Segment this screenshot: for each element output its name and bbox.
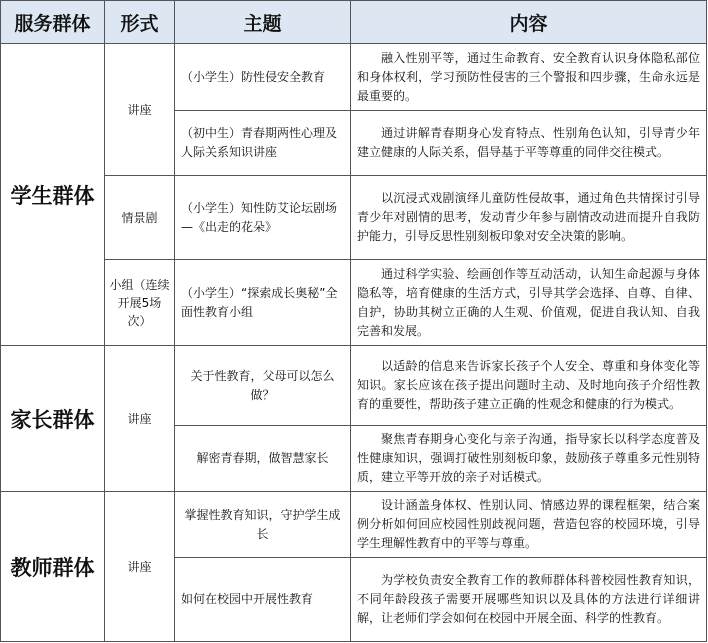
group-student: 学生群体 bbox=[1, 44, 105, 346]
header-format: 形式 bbox=[105, 1, 175, 44]
table-row bbox=[1, 346, 707, 426]
table-row bbox=[1, 260, 707, 346]
content-cell: 设计涵盖身体权、性别认同、情感边界的课程框架，结合案例分析如何回应校园性别歧视问题，营造包容的校园环境，引导学生理解性教育中的平等与尊重。 bbox=[351, 492, 707, 558]
theme-cell: （小学生）防性侵安全教育 bbox=[175, 44, 351, 111]
content-cell: 以沉浸式戏剧演绎儿童防性侵故事，通过角色共情探讨引导青少年对剧情的思考，发动青少年参与剧情改动进而提升自我防护能力，引导反思性别刻板印象对安全决策的影响。 bbox=[351, 176, 707, 260]
format-group: 小组（连续开展5场次） bbox=[105, 260, 175, 346]
header-group: 服务群体 bbox=[1, 1, 105, 44]
content-cell: 通过科学实验、绘画创作等互动活动，认知生命起源与身体隐私等，培育健康的生活方式，引导其学会选择、自尊、自律、自护，协助其树立正确的人生观、价值观，促进自我认知、自我完善和发展。 bbox=[351, 260, 707, 346]
theme-cell: （小学生）知性防艾论坛剧场—《出走的花朵》 bbox=[175, 176, 351, 260]
format-lecture-student: 讲座 bbox=[105, 44, 175, 176]
content-cell: 通过讲解青春期身心发育特点、性别角色认知，引导青少年建立健康的人际关系，倡导基于平等尊重的同伴交往模式。 bbox=[351, 111, 707, 176]
format-lecture-teacher: 讲座 bbox=[105, 492, 175, 642]
header-row bbox=[1, 1, 707, 44]
header-content: 内容 bbox=[351, 1, 707, 44]
theme-cell: 掌握性教育知识，守护学生成长 bbox=[175, 492, 351, 558]
content-cell: 聚焦青春期身心变化与亲子沟通，指导家长以科学态度普及性健康知识，强调打破性别刻板印象，鼓励孩子尊重多元性别特质，建立平等开放的亲子对话模式。 bbox=[351, 426, 707, 492]
content-cell: 融入性别平等，通过生命教育、安全教育认识身体隐私部位和身体权利，学习预防性侵害的三个警报和四步骤，生命永远是最重要的。 bbox=[351, 44, 707, 111]
theme-cell: 关于性教育，父母可以怎么做？ bbox=[175, 346, 351, 426]
theme-cell: 如何在校园中开展性教育 bbox=[175, 558, 351, 642]
format-drama: 情景剧 bbox=[105, 176, 175, 260]
content-cell: 以适龄的信息来告诉家长孩子个人安全、尊重和身体变化等知识。家长应该在孩子提出问题时主动、及时地向孩子介绍性教育的重要性，帮助孩子建立正确的性观念和健康的行为模式。 bbox=[351, 346, 707, 426]
table-row bbox=[1, 176, 707, 260]
table-row bbox=[1, 492, 707, 558]
format-lecture-parent: 讲座 bbox=[105, 346, 175, 492]
table-row bbox=[1, 44, 707, 111]
theme-cell: （小学生）“探索成长奥秘”全面性教育小组 bbox=[175, 260, 351, 346]
group-teacher: 教师群体 bbox=[1, 492, 105, 642]
group-parent: 家长群体 bbox=[1, 346, 105, 492]
theme-cell: （初中生）青春期两性心理及人际关系知识讲座 bbox=[175, 111, 351, 176]
theme-cell: 解密青春期，做智慧家长 bbox=[175, 426, 351, 492]
header-theme: 主题 bbox=[175, 1, 351, 44]
content-cell: 为学校负责安全教育工作的教师群体科普校园性教育知识，不同年龄段孩子需要开展哪些知识以及具体的方法进行详细讲解，让老师们学会如何在校园中开展全面、科学的性教育。 bbox=[351, 558, 707, 642]
